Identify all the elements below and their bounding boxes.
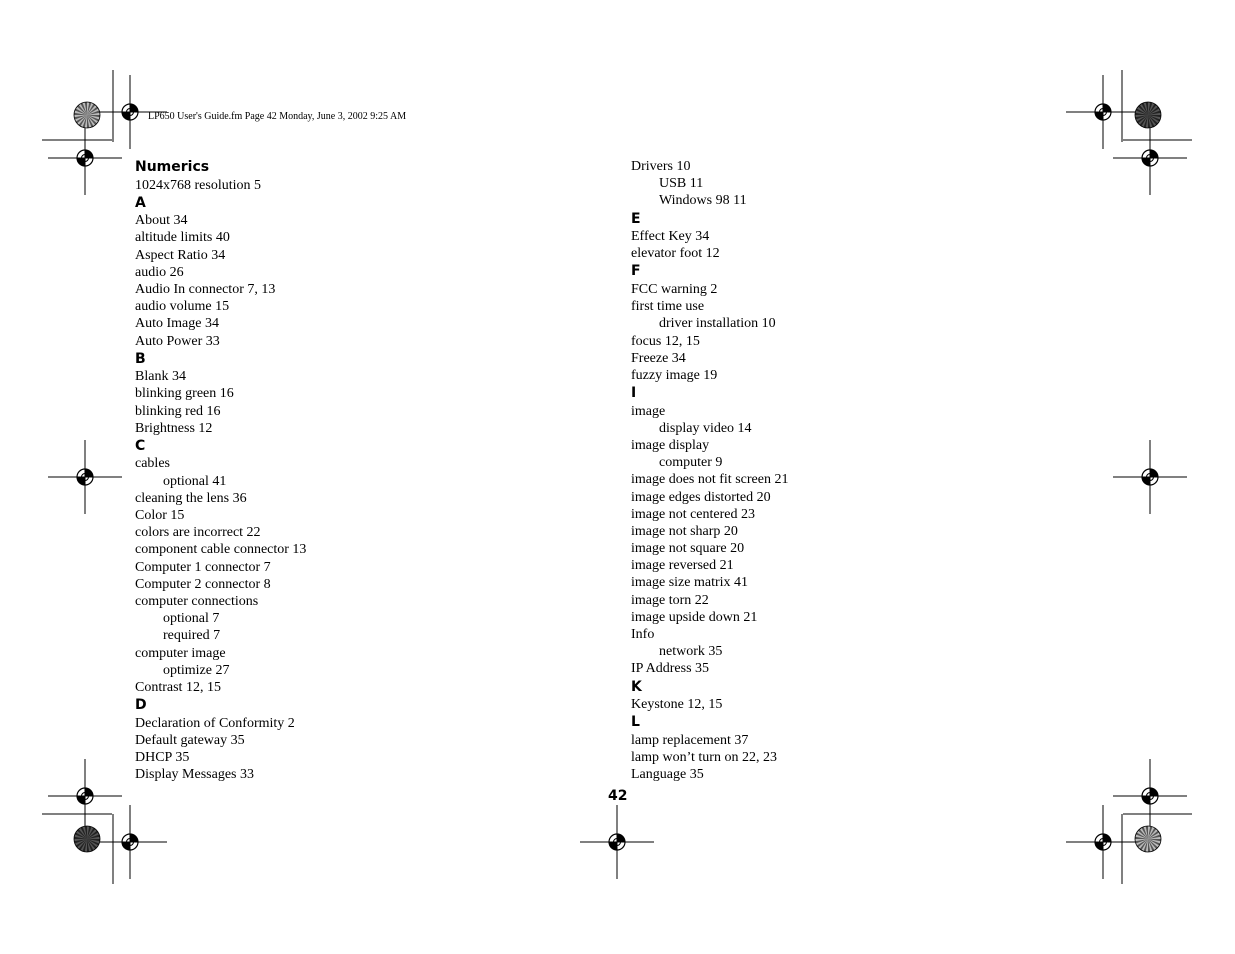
- index-entry: altitude limits 40: [135, 230, 230, 246]
- index-entry: image edges distorted 20: [631, 489, 771, 505]
- index-subentry: network 35: [659, 644, 723, 660]
- index-entry: audio volume 15: [135, 299, 230, 315]
- index-entry: About 34: [135, 213, 188, 229]
- index-column-left: [135, 158, 495, 783]
- star-target-icon: [1135, 826, 1161, 852]
- index-letter-heading: C: [135, 437, 146, 454]
- index-entry: Audio In connector 7, 13: [135, 281, 276, 297]
- index-subentry: optimize 27: [163, 662, 230, 678]
- index-letter-heading: I: [631, 385, 637, 402]
- index-entry: image: [631, 403, 666, 419]
- index-entry: image torn 22: [631, 592, 709, 608]
- index-letter-heading: F: [631, 263, 641, 280]
- index-entry: blinking red 16: [135, 403, 221, 419]
- index-entry: Contrast 12, 15: [135, 679, 221, 695]
- index-entry: Drivers 10: [631, 159, 691, 174]
- index-entry: Default gateway 35: [135, 732, 245, 748]
- registration-target-icon: [48, 440, 122, 514]
- index-entry: IP Address 35: [631, 661, 710, 677]
- index-entry: cables: [135, 456, 170, 472]
- index-entry: image does not fit screen 21: [631, 472, 789, 488]
- index-entry: Auto Image 34: [135, 316, 219, 332]
- page-number: 42: [608, 788, 628, 804]
- index-entry: lamp replacement 37: [631, 732, 749, 748]
- index-column-right: [631, 158, 991, 783]
- index-entry: image not centered 23: [631, 506, 756, 522]
- index-entry: image size matrix 41: [631, 575, 749, 591]
- index-entry: focus 12, 15: [631, 333, 700, 349]
- index-letter-heading: D: [135, 697, 147, 714]
- index-subentry: optional 7: [163, 611, 220, 627]
- index-entry: blinking green 16: [135, 386, 234, 402]
- star-target-icon: [74, 102, 100, 128]
- index-subentry: driver installation 10: [659, 316, 776, 332]
- registration-target-icon: [1113, 121, 1187, 195]
- index-entry: Auto Power 33: [135, 333, 220, 349]
- index-letter-heading: L: [631, 714, 640, 731]
- index-entry: Declaration of Conformity 2: [135, 715, 295, 731]
- index-entry: elevator foot 12: [631, 246, 720, 262]
- index-letter-heading: E: [631, 210, 641, 227]
- index-entry: image upside down 21: [631, 609, 758, 625]
- registration-target-icon: [93, 805, 167, 879]
- index-entry: Color 15: [135, 508, 185, 523]
- index-letter-heading: K: [631, 678, 642, 695]
- index-entry: first time use: [631, 299, 705, 315]
- index-entry: audio 26: [135, 264, 184, 280]
- index-entry: 1024x768 resolution 5: [135, 177, 261, 193]
- index-letter-heading: B: [135, 350, 146, 367]
- index-entry: image not sharp 20: [631, 523, 738, 539]
- registration-target-icon: [48, 121, 122, 195]
- index-entry: Display Messages 33: [135, 767, 254, 783]
- index-subentry: optional 41: [163, 473, 227, 489]
- registration-target-icon: [580, 805, 654, 879]
- index-entry: colors are incorrect 22: [135, 525, 261, 541]
- star-target-icon: [1135, 102, 1161, 128]
- index-entry: computer image: [135, 645, 226, 661]
- index-entry: Aspect Ratio 34: [135, 247, 226, 263]
- index-entry: component cable connector 13: [135, 542, 307, 558]
- registration-target-icon: [48, 759, 122, 833]
- index-subentry: computer 9: [659, 455, 723, 471]
- document-slug: LP650 User's Guide.fm Page 42 Monday, June 3, 2002 9:25 AM: [148, 111, 407, 122]
- index-subentry: display video 14: [659, 420, 752, 436]
- index-entry: computer connections: [135, 593, 259, 609]
- index-entry: lamp won’t turn on 22, 23: [631, 749, 777, 765]
- index-letter-heading: Numerics: [135, 159, 210, 175]
- registration-target-icon: [1113, 759, 1187, 833]
- index-entry: cleaning the lens 36: [135, 490, 247, 506]
- index-entry: Brightness 12: [135, 420, 213, 436]
- index-entry: Keystone 12, 15: [631, 697, 723, 713]
- index-entry: Freeze 34: [631, 350, 686, 366]
- index-entry: Language 35: [631, 767, 704, 783]
- index-entry: image display: [631, 437, 710, 453]
- index-entry: Computer 1 connector 7: [135, 559, 271, 575]
- index-entry: Computer 2 connector 8: [135, 576, 271, 592]
- registration-target-icon: [1066, 75, 1140, 149]
- index-entry: DHCP 35: [135, 749, 190, 765]
- index-subentry: USB 11: [659, 176, 704, 192]
- index-letter-heading: A: [135, 194, 146, 211]
- index-entry: image reversed 21: [631, 558, 734, 574]
- index-entry: Info: [631, 627, 655, 642]
- index-subentry: Windows 98 11: [659, 193, 747, 209]
- registration-target-icon: [1113, 440, 1187, 514]
- index-entry: FCC warning 2: [631, 281, 718, 297]
- index-subentry: required 7: [163, 628, 221, 644]
- registration-target-icon: [1066, 805, 1140, 879]
- index-entry: Blank 34: [135, 369, 186, 385]
- star-target-icon: [74, 826, 100, 852]
- index-entry: fuzzy image 19: [631, 367, 718, 383]
- index-entry: image not square 20: [631, 541, 745, 557]
- index-entry: Effect Key 34: [631, 229, 710, 245]
